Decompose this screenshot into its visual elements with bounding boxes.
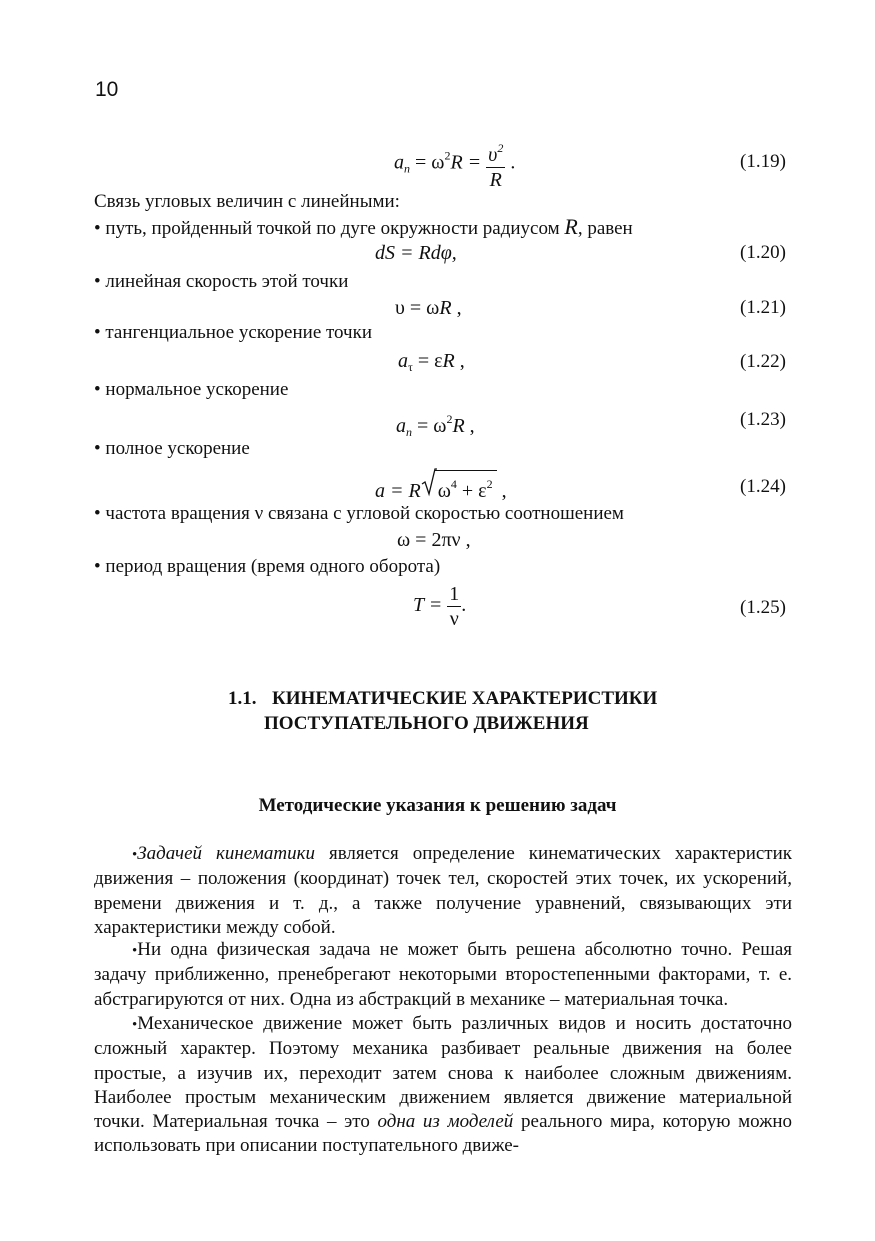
frequency-line	[94, 502, 624, 526]
f123-tail: ,	[464, 415, 475, 437]
formula-omega-nu: ω = 2πν ,	[397, 529, 471, 551]
normal-line: • нормальное ускорение	[94, 379, 289, 400]
f124-tail: ,	[496, 480, 507, 502]
f123-mid-sup: 2	[446, 412, 453, 426]
p3-italic: одна из моделей	[377, 1111, 514, 1133]
eq-number-1-25: (1.25)	[740, 597, 786, 618]
f119-mid: = ω	[410, 151, 445, 174]
eq-number-1-19: (1.19)	[740, 151, 786, 172]
formula-1-25	[413, 582, 466, 631]
f123-lhs: a	[396, 415, 406, 437]
freq-post: связана с угловой скоростью соотношением	[263, 503, 624, 524]
period-line: • период вращения (время одного оборота)	[94, 556, 441, 577]
f119-lhs-sub: n	[404, 161, 410, 176]
f119-denominator: R	[489, 169, 502, 191]
f119-num-sup: 2	[497, 141, 504, 155]
section-title-line2: ПОСТУПАТЕЛЬНОГО ДВИЖЕНИЯ	[264, 713, 589, 734]
path-line	[94, 215, 633, 241]
page-number: 10	[95, 78, 119, 101]
paragraph-1	[94, 842, 792, 940]
f124-rad-a: ω	[437, 480, 451, 502]
eq-number-1-23: (1.23)	[740, 409, 786, 430]
f122-tail: ,	[454, 350, 465, 372]
formula-1-22	[398, 348, 465, 380]
tangential-line: • тангенциальное ускорение точки	[94, 322, 373, 343]
f121-tail: ,	[451, 297, 462, 319]
f125-tail: .	[461, 594, 467, 617]
path-pre: • путь, пройденный точкой по дуге окружности радиусом	[94, 218, 565, 239]
f121-pre: υ = ω	[395, 297, 440, 319]
f119-mid-sup: 2	[444, 148, 451, 163]
f124-rad-a-sup: 4	[450, 477, 457, 491]
eq-number-1-20: (1.20)	[740, 242, 786, 263]
path-var: R	[564, 214, 578, 239]
eq-number-1-24: (1.24)	[740, 476, 786, 497]
f119-mid2: R =	[450, 151, 487, 174]
velocity-line: • линейная скорость этой точки	[94, 271, 349, 292]
eq-number-1-22: (1.22)	[740, 351, 786, 372]
f119-tail: .	[505, 151, 516, 174]
section-title-line1: КИНЕМАТИЧЕСКИЕ ХАРАКТЕРИСТИКИ	[272, 688, 658, 709]
formula-1-20: dS = Rdφ,	[375, 242, 457, 264]
f124-sqrt	[421, 470, 497, 504]
freq-var: ν	[254, 503, 264, 524]
paragraph-3	[94, 1012, 792, 1159]
f122-mid: = ε	[412, 350, 443, 372]
f119-num: υ	[488, 144, 498, 166]
f119-lhs: a	[394, 151, 404, 174]
f123-var: R	[452, 415, 465, 437]
f124-rad-plus: + ε	[456, 480, 487, 502]
p3-bullet: •	[132, 1017, 138, 1033]
intro-line: Связь угловых величин с линейными:	[94, 191, 400, 212]
f125-fraction	[447, 582, 461, 631]
freq-pre: • частота вращения	[94, 503, 255, 524]
f122-var: R	[442, 350, 455, 372]
f122-lhs: a	[398, 350, 408, 372]
p1-text: является определение кинематических характеристик движения – положения (координат) точек тел, скоростей этих точек, их ускорений, времени движения и т. д., а также получение уравнений, связывающих эти характеристики между собой.	[94, 843, 792, 938]
p2-text: Ни одна физическая задача не может быть решена абсолютно точно. Решая задачу приближенно, пренебрегают некоторыми второстепенными факторами, т. е. абстрагируются от них. Одна из абстракций в механике – материальная точка.	[94, 939, 792, 1010]
f119-numerator	[486, 136, 505, 168]
p2-bullet: •	[132, 943, 138, 959]
p3-rest: реального мира, которую можно использовать при описании поступательного движе-	[94, 1111, 792, 1157]
radical-sign-icon	[421, 467, 437, 497]
f125-lhs: T =	[413, 594, 448, 617]
f119-fraction	[486, 136, 505, 192]
f123-lhs-sub: n	[406, 425, 412, 439]
paragraph-2	[94, 938, 792, 1012]
p1-italic: Задачей кинематики	[137, 843, 315, 864]
formula-1-23	[396, 406, 475, 445]
formula-1-24	[375, 470, 507, 504]
f124-lhs: a = R	[375, 480, 421, 502]
section-number: 1.1.	[228, 688, 257, 709]
p3-text: Механическое движение может быть различных видов и носить достаточно сложный характер. Поэтому механика разбивает реальные движения на более простые, а изучив их, переходит затем снова к наиболее сложным движениям. Наиболее простым механическим движением является движение материальной точки. Материальная точка – это	[94, 1013, 792, 1133]
f122-lhs-sub: τ	[408, 360, 413, 374]
f121-var: R	[439, 297, 452, 319]
p1-bullet: •	[132, 847, 138, 863]
f125-denominator: ν	[449, 608, 459, 630]
formula-1-21	[395, 295, 462, 321]
formula-1-19	[394, 136, 515, 192]
f124-rad-b-sup: 2	[486, 477, 493, 491]
f123-mid: = ω	[412, 415, 447, 437]
f124-radicand	[435, 470, 497, 504]
f125-numerator: 1	[449, 583, 460, 605]
full-accel-line: • полное ускорение	[94, 438, 250, 459]
section-subtitle: Методические указания к решению задач	[258, 795, 617, 816]
eq-number-1-21: (1.21)	[740, 297, 786, 318]
path-post: , равен	[577, 218, 633, 239]
